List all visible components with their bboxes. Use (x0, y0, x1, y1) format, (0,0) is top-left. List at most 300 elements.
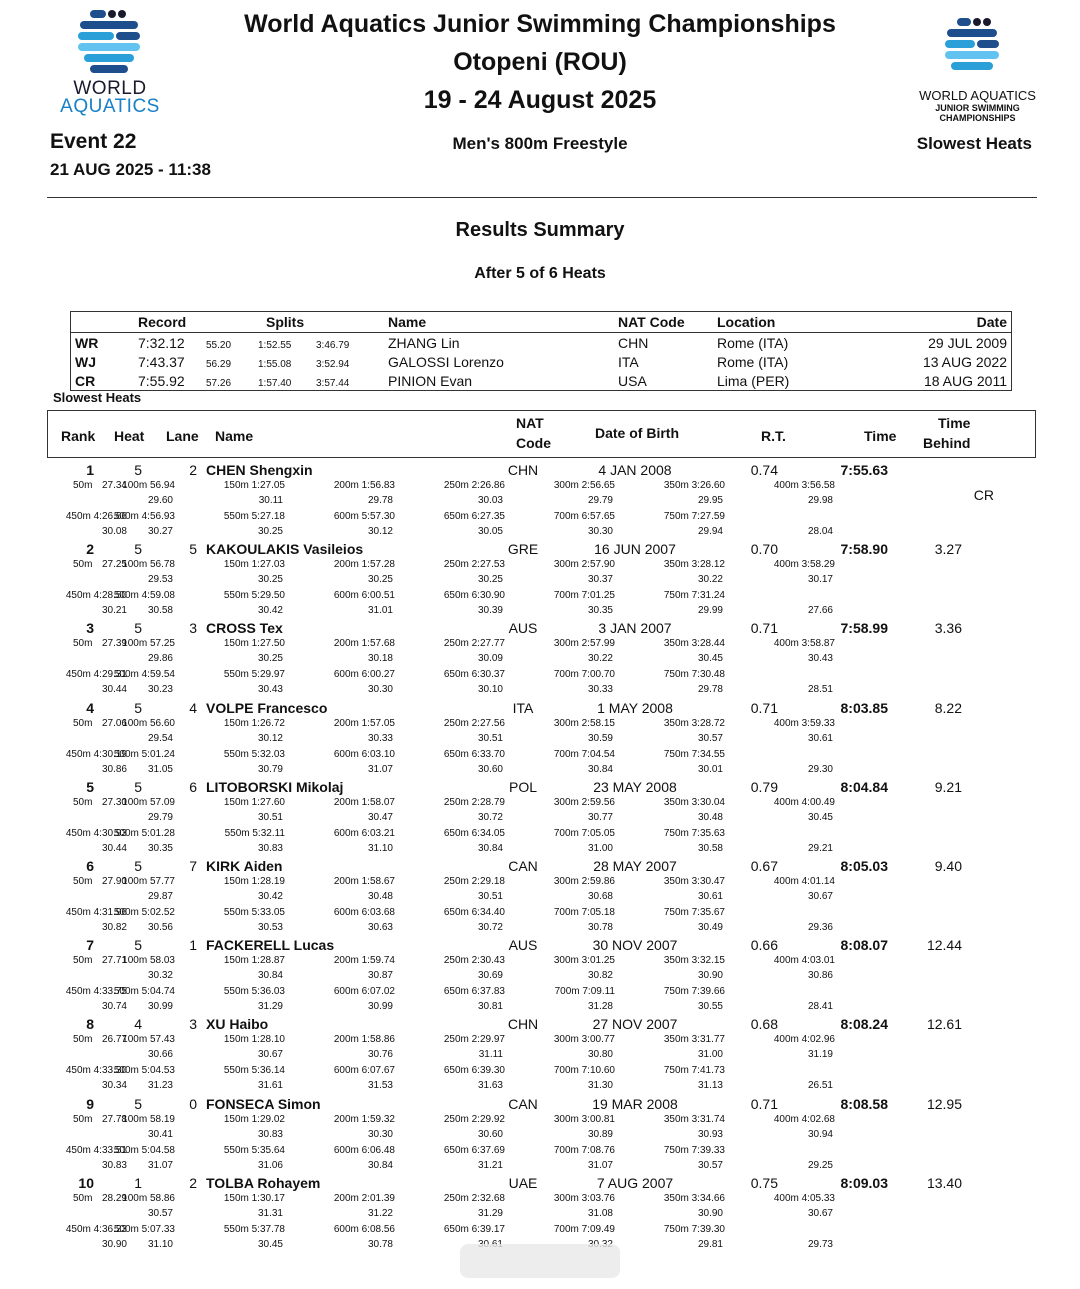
split-lap: 31.13 (697, 1080, 723, 1092)
split-cumulative: 500m 5:01.24 (113, 748, 175, 760)
split-cumulative: 700m 7:09.49 (553, 1223, 615, 1235)
rank: 9 (86, 1095, 94, 1112)
split-lap: 30.30 (367, 684, 393, 696)
split-cumulative: 350m 3:28.12 (663, 559, 725, 571)
split-cumulative: 600m 6:03.21 (333, 827, 395, 839)
split-lap: 31.07 (367, 763, 393, 775)
record-holder: PINION Evan (388, 372, 473, 389)
event-name: Men's 800m Freestyle (452, 134, 628, 153)
event-datetime: 21 AUG 2025 - 11:38 (50, 160, 211, 179)
split-cumulative: 500m 5:07.33 (113, 1223, 175, 1235)
time-behind: 9.40 (934, 858, 962, 874)
record-time: 7:55.92 (138, 372, 185, 389)
split-cumulative: 450m 4:33.51 (65, 1144, 127, 1156)
split-lap: 31.29 (257, 1001, 283, 1013)
split-lap: 30.57 (147, 1207, 173, 1219)
split-cumulative: 300m 2:56.65 (553, 480, 615, 491)
swimmer-name: XU Haibo (206, 1016, 269, 1033)
record-split-1: 57.26 (206, 377, 232, 389)
split-lap: 30.83 (101, 1159, 127, 1171)
split-cumulative: 100m 58.19 (122, 1113, 175, 1125)
swimmer-name: CHEN Shengxin (206, 462, 313, 478)
split-cumulative: 350m 3:32.15 (663, 955, 725, 967)
lane: 6 (189, 778, 197, 795)
final-time: 8:09.03 (840, 1174, 888, 1191)
split-lap: 30.05 (477, 526, 503, 537)
split-lap: 30.21 (101, 605, 127, 617)
split-lap: 30.90 (697, 970, 723, 982)
split-lap: 30.72 (477, 922, 503, 933)
split-lap: 30.43 (257, 684, 283, 696)
split-lap: 31.53 (367, 1080, 393, 1092)
final-time: 8:08.24 (840, 1016, 888, 1033)
split-lap: 30.57 (697, 732, 723, 744)
split-cumulative: 250m 2:26.86 (443, 480, 505, 491)
split-cumulative: 750m 7:39.30 (663, 1223, 725, 1235)
split-lap: 29.21 (807, 842, 833, 854)
rank: 3 (86, 620, 94, 637)
split-cumulative: 750m 7:35.63 (663, 827, 725, 839)
nat-code: CHN (507, 462, 539, 478)
split-time: 27.39 (101, 638, 127, 650)
split-lap: 30.74 (101, 1001, 127, 1013)
date-of-birth: 3 JAN 2007 (598, 620, 672, 637)
col-record: Record (134, 312, 202, 333)
date-of-birth: 16 JUN 2007 (594, 541, 676, 558)
lane: 0 (189, 1095, 197, 1112)
result-row (47, 779, 1037, 858)
split-lap: 30.99 (147, 1001, 173, 1013)
reaction-time: 0.75 (750, 1174, 778, 1191)
split-lap: 30.45 (257, 1238, 283, 1250)
split-distance: 50m (73, 1034, 93, 1046)
split-cumulative: 450m 4:30.93 (65, 827, 127, 839)
split-cumulative: 500m 4:59.54 (113, 669, 175, 681)
split-cumulative: 450m 4:26.66 (65, 511, 127, 522)
split-lap: 31.00 (697, 1049, 723, 1061)
split-cumulative: 550m 5:29.50 (223, 590, 285, 602)
split-distance: 50m (73, 717, 93, 729)
split-lap: 30.25 (257, 653, 283, 665)
world-aquatics-logo (50, 8, 170, 116)
rank: 10 (78, 1174, 94, 1191)
split-cumulative: 650m 6:37.69 (443, 1144, 505, 1156)
split-lap: 30.67 (807, 891, 833, 902)
record-holder: GALOSSI Lorenzo (388, 353, 504, 370)
split-time: 26.77 (101, 1034, 127, 1046)
split-lap: 30.82 (587, 970, 613, 982)
split-lap: 30.83 (257, 842, 283, 854)
split-time: 27.06 (101, 717, 127, 729)
split-cumulative: 200m 1:56.83 (333, 480, 395, 491)
split-lap: 30.61 (807, 732, 833, 744)
split-lap: 29.81 (697, 1238, 723, 1250)
split-lap: 30.81 (477, 1001, 503, 1013)
split-cumulative: 400m 3:56.58 (773, 480, 835, 491)
split-lap: 30.10 (477, 684, 503, 696)
heats-progress: After 5 of 6 Heats (474, 265, 606, 282)
split-cumulative: 650m 6:34.05 (443, 827, 505, 839)
split-lap: 30.45 (807, 811, 833, 823)
split-cumulative: 500m 5:04.74 (113, 986, 175, 998)
split-cumulative: 700m 7:00.70 (553, 669, 615, 681)
swimmer-name: KIRK Aiden (206, 858, 283, 874)
reaction-time: 0.71 (750, 620, 778, 637)
split-lap: 30.84 (367, 1159, 393, 1171)
split-cumulative: 550m 5:27.18 (223, 511, 285, 522)
split-cumulative: 150m 1:29.02 (223, 1113, 285, 1125)
split-lap: 30.76 (367, 1049, 393, 1061)
split-cumulative: 750m 7:41.73 (663, 1065, 725, 1077)
record-row (71, 371, 1012, 391)
logo-junior-text: JUNIOR SWIMMING (935, 103, 1020, 113)
nat-code: CHN (507, 1016, 539, 1033)
record-row (71, 352, 1012, 371)
time-behind: 12.61 (926, 1016, 962, 1033)
col-rt: R.T. (761, 428, 786, 444)
final-time: 8:08.07 (840, 937, 888, 954)
split-time: 27.90 (101, 876, 127, 887)
split-cumulative: 500m 4:59.08 (113, 590, 175, 602)
split-cumulative: 200m 2:01.39 (333, 1192, 395, 1204)
date-of-birth: 19 MAR 2008 (592, 1095, 678, 1112)
split-lap: 30.23 (147, 684, 173, 696)
split-cumulative: 600m 6:00.27 (333, 669, 395, 681)
split-cumulative: 200m 1:58.86 (333, 1034, 395, 1046)
nat-code: UAE (508, 1174, 538, 1191)
split-cumulative: 550m 5:36.03 (223, 986, 285, 998)
split-cumulative: 650m 6:39.17 (443, 1223, 505, 1235)
split-cumulative: 100m 57.25 (122, 638, 175, 650)
split-lap: 30.83 (257, 1128, 283, 1140)
split-lap: 30.34 (101, 1080, 127, 1092)
split-lap: 30.33 (587, 684, 613, 696)
reaction-time: 0.66 (750, 937, 778, 954)
record-split-2: 1:55.08 (258, 358, 292, 370)
split-lap: 30.80 (587, 1049, 613, 1061)
split-lap: 30.79 (257, 763, 283, 775)
records-header-row (71, 312, 1012, 333)
split-lap: 31.21 (477, 1159, 503, 1171)
nat-code: ITA (512, 699, 534, 716)
split-cumulative: 100m 56.94 (122, 480, 175, 491)
split-lap: 30.32 (147, 970, 173, 982)
split-lap: 30.30 (367, 1128, 393, 1140)
split-lap: 30.72 (477, 811, 503, 823)
col-dob: Date of Birth (595, 425, 679, 441)
split-lap: 30.87 (367, 970, 393, 982)
split-cumulative: 250m 2:32.68 (443, 1192, 505, 1204)
split-lap: 29.79 (147, 811, 173, 823)
split-cumulative: 650m 6:30.90 (443, 590, 505, 602)
split-cumulative: 200m 1:58.67 (333, 876, 395, 887)
split-cumulative: 250m 2:27.53 (443, 559, 505, 571)
split-lap: 30.58 (147, 605, 173, 617)
col-nat: NAT Code (614, 312, 713, 333)
reaction-time: 0.74 (750, 462, 778, 478)
split-cumulative: 350m 3:34.66 (663, 1192, 725, 1204)
col-time-behind-2: Behind (923, 435, 971, 451)
split-lap: 30.09 (477, 653, 503, 665)
split-cumulative: 600m 5:57.30 (333, 511, 395, 522)
competition-title: World Aquatics Junior Swimming Championships (244, 10, 836, 38)
col-name: Name (384, 312, 614, 333)
split-lap: 31.10 (367, 842, 393, 854)
col-lane: Lane (166, 428, 199, 444)
split-cumulative: 600m 6:07.02 (333, 986, 395, 998)
split-cumulative: 550m 5:33.05 (223, 907, 285, 918)
split-cumulative: 750m 7:31.24 (663, 590, 725, 602)
split-lap: 30.66 (147, 1049, 173, 1061)
split-cumulative: 150m 1:27.03 (223, 559, 285, 571)
split-cumulative: 100m 57.09 (122, 796, 175, 808)
rank: 4 (86, 699, 94, 716)
split-distance: 50m (73, 796, 93, 808)
split-cumulative: 350m 3:30.47 (663, 876, 725, 887)
split-lap: 31.30 (587, 1080, 613, 1092)
split-cumulative: 100m 57.77 (122, 876, 175, 887)
split-cumulative: 400m 3:59.33 (773, 717, 835, 729)
split-lap: 31.63 (477, 1080, 503, 1092)
split-lap: 29.36 (807, 922, 833, 933)
heat: 5 (134, 778, 142, 795)
split-cumulative: 400m 3:58.87 (773, 638, 835, 650)
record-nat: USA (618, 372, 647, 389)
split-lap: 30.60 (477, 1128, 503, 1140)
record-time: 7:32.12 (138, 334, 185, 351)
split-cumulative: 250m 2:30.43 (443, 955, 505, 967)
result-row (47, 1096, 1037, 1175)
logo-word-aquatics: AQUATICS (60, 96, 160, 117)
split-lap: 30.22 (587, 653, 613, 665)
record-type: CR (75, 372, 96, 389)
split-lap: 31.07 (587, 1159, 613, 1171)
nat-code: CAN (508, 1095, 538, 1112)
rank: 2 (86, 541, 94, 558)
record-nat: CHN (618, 334, 649, 351)
split-cumulative: 700m 7:10.60 (553, 1065, 615, 1077)
split-cumulative: 250m 2:29.18 (443, 876, 505, 887)
split-lap: 30.12 (257, 732, 283, 744)
rank: 1 (86, 462, 94, 478)
split-cumulative: 200m 1:59.74 (333, 955, 395, 967)
split-lap: 30.18 (367, 653, 393, 665)
split-cumulative: 100m 56.60 (122, 717, 175, 729)
time-behind: 12.44 (926, 937, 962, 954)
heat: 5 (134, 699, 142, 716)
split-lap: 29.86 (147, 653, 173, 665)
split-cumulative: 600m 6:03.10 (333, 748, 395, 760)
split-cumulative: 200m 1:57.05 (333, 717, 395, 729)
split-lap: 30.44 (101, 842, 127, 854)
split-lap: 30.93 (697, 1128, 723, 1140)
split-lap: 30.35 (587, 605, 613, 617)
split-cumulative: 700m 7:04.54 (553, 748, 615, 760)
split-lap: 30.82 (101, 922, 127, 933)
split-lap: 29.60 (147, 495, 173, 506)
split-lap: 29.99 (697, 605, 723, 617)
split-cumulative: 500m 4:56.93 (113, 511, 175, 522)
split-cumulative: 400m 3:58.29 (773, 559, 835, 571)
split-lap: 30.25 (257, 526, 283, 537)
col-location: Location (713, 312, 871, 333)
split-cumulative: 150m 1:28.19 (223, 876, 285, 887)
split-lap: 30.68 (587, 891, 613, 902)
col-heat: Heat (114, 428, 145, 444)
swimmer-name: TOLBA Rohayem (206, 1174, 321, 1191)
split-cumulative: 650m 6:37.83 (443, 986, 505, 998)
split-lap: 30.33 (367, 732, 393, 744)
heat: 4 (134, 1016, 142, 1033)
slowest-heats-label: Slowest Heats (53, 390, 142, 405)
final-time: 8:04.84 (840, 778, 888, 795)
split-lap: 30.42 (257, 891, 283, 902)
split-lap: 30.48 (367, 891, 393, 902)
split-lap: 30.11 (258, 495, 283, 506)
split-lap: 30.86 (807, 970, 833, 982)
split-lap: 29.79 (587, 495, 613, 506)
split-cumulative: 250m 2:27.77 (443, 638, 505, 650)
split-distance: 50m (73, 559, 93, 571)
split-lap: 30.61 (697, 891, 723, 902)
split-lap: 30.03 (477, 495, 503, 506)
split-cumulative: 300m 3:00.77 (553, 1034, 615, 1046)
split-cumulative: 450m 4:36.23 (65, 1223, 127, 1235)
record-nat: ITA (618, 353, 639, 370)
logo-mark-icon (905, 18, 1050, 78)
date-of-birth: 1 MAY 2008 (597, 699, 673, 716)
split-lap: 30.49 (697, 922, 723, 933)
col-nat: NAT (516, 415, 544, 431)
split-lap: 29.78 (367, 495, 393, 506)
split-lap: 30.67 (257, 1049, 283, 1061)
time-behind: 9.21 (934, 778, 962, 795)
split-cumulative: 400m 4:02.96 (773, 1034, 835, 1046)
split-lap: 30.78 (367, 1238, 393, 1250)
result-row (47, 1016, 1037, 1095)
lane: 5 (189, 541, 197, 558)
split-lap: 30.45 (697, 653, 723, 665)
split-lap: 30.48 (697, 811, 723, 823)
split-cumulative: 350m 3:31.77 (663, 1034, 725, 1046)
split-lap: 31.22 (367, 1207, 393, 1219)
swimmer-name: VOLPE Francesco (206, 699, 328, 716)
split-cumulative: 400m 4:01.14 (773, 876, 835, 887)
col-rank: Rank (61, 428, 96, 444)
split-cumulative: 350m 3:30.04 (663, 796, 725, 808)
lane: 2 (189, 1174, 197, 1191)
split-cumulative: 250m 2:28.79 (443, 796, 505, 808)
rank: 6 (86, 858, 94, 874)
nat-code: CAN (508, 858, 538, 874)
split-cumulative: 550m 5:36.14 (223, 1065, 285, 1077)
split-lap: 30.12 (367, 526, 393, 537)
record-holder: ZHANG Lin (388, 334, 460, 351)
split-distance: 50m (73, 480, 93, 491)
col-date: Date (871, 312, 1012, 333)
nat-code: POL (508, 778, 537, 795)
split-cumulative: 400m 4:03.01 (773, 955, 835, 967)
split-lap: 30.94 (807, 1128, 833, 1140)
rank: 5 (86, 778, 94, 795)
split-cumulative: 150m 1:27.50 (223, 638, 285, 650)
heat: 5 (134, 1095, 142, 1112)
split-time: 27.25 (101, 559, 127, 571)
record-location: Lima (PER) (717, 372, 790, 389)
date-of-birth: 7 AUG 2007 (596, 1174, 674, 1191)
split-cumulative: 600m 6:08.56 (333, 1223, 395, 1235)
split-lap: 30.08 (101, 526, 127, 537)
split-lap: 31.28 (587, 1001, 613, 1013)
split-lap: 30.59 (587, 732, 613, 744)
split-lap: 31.29 (477, 1207, 503, 1219)
split-cumulative: 350m 3:26.60 (663, 480, 725, 491)
lane: 3 (189, 1016, 197, 1033)
split-cumulative: 100m 56.78 (122, 559, 175, 571)
split-lap: 31.07 (147, 1159, 173, 1171)
split-lap: 30.17 (807, 574, 833, 586)
split-cumulative: 750m 7:30.48 (663, 669, 725, 681)
split-lap: 30.30 (587, 526, 613, 537)
logo-world-aquatics-text: WORLD AQUATICS (919, 88, 1036, 103)
reaction-time: 0.79 (750, 778, 778, 795)
heat: 5 (134, 541, 142, 558)
split-lap: 29.78 (697, 684, 723, 696)
reaction-time: 0.68 (750, 1016, 778, 1033)
split-cumulative: 150m 1:28.87 (223, 955, 285, 967)
result-row (47, 937, 1037, 1016)
split-lap: 27.66 (807, 605, 833, 617)
time-behind: 8.22 (934, 699, 962, 716)
split-cumulative: 750m 7:34.55 (663, 748, 725, 760)
split-cumulative: 150m 1:26.72 (223, 717, 285, 729)
split-lap: 30.51 (477, 891, 503, 902)
split-cumulative: 300m 2:57.99 (553, 638, 615, 650)
split-lap: 31.19 (807, 1049, 833, 1061)
split-lap: 30.86 (101, 763, 127, 775)
split-lap: 30.44 (101, 684, 127, 696)
heat: 5 (134, 620, 142, 637)
swimmer-name: LITOBORSKI Mikolaj (206, 778, 344, 795)
split-lap: 28.51 (807, 684, 833, 696)
nat-code: AUS (508, 620, 538, 637)
split-distance: 50m (73, 1192, 93, 1204)
record-type: WR (75, 334, 99, 351)
split-lap: 30.53 (257, 922, 283, 933)
split-cumulative: 500m 5:04.58 (113, 1144, 175, 1156)
split-lap: 31.10 (147, 1238, 173, 1250)
final-time: 7:58.90 (840, 541, 888, 558)
split-lap: 30.89 (587, 1128, 613, 1140)
time-behind: 3.36 (934, 620, 962, 637)
reaction-time: 0.70 (750, 541, 778, 558)
split-lap: 30.22 (697, 574, 723, 586)
heat: 5 (134, 858, 142, 874)
split-time: 27.34 (101, 480, 127, 491)
split-cumulative: 650m 6:27.35 (443, 511, 505, 522)
split-cumulative: 100m 58.86 (122, 1192, 175, 1204)
split-lap: 30.99 (367, 1001, 393, 1013)
event-number: Event 22 (50, 130, 137, 153)
record-date: 29 JUL 2009 (928, 334, 1007, 351)
split-lap: 29.98 (807, 495, 833, 506)
split-cumulative: 750m 7:39.66 (663, 986, 725, 998)
split-cumulative: 700m 7:05.05 (553, 827, 615, 839)
split-lap: 30.39 (477, 605, 503, 617)
split-distance: 50m (73, 955, 93, 967)
split-cumulative: 550m 5:37.78 (223, 1223, 285, 1235)
split-lap: 30.63 (367, 922, 393, 933)
